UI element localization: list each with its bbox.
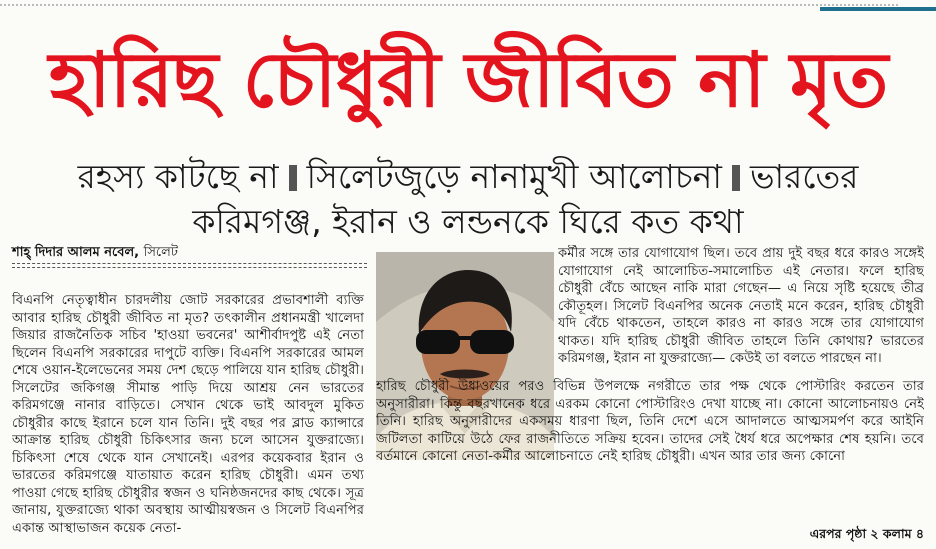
column-2-bottom-text: হারিছ চৌধুরী উধাওয়ের পরও বিভিন্ন উপলক্ষে নগরীতে তার পক্ষ থেকে পোস্টারিং করতেন তার অনুসারীরা। কিন্তু বছরখানেক ধরে এরকম কোনো পোস্টারিংও দেখা যাচ্ছে না। কোনো আলোচনায়ও নেই তিনি। হারিছ অনুসারীদের একসময় ধারণা ছিল, তিনি দেশে এসে আদালতে আত্মসমর্পণ করে আইনি জটিলতা কাটিয়ে উঠে ফের রাজনীতিতে সক্রিয় হবেন। তাদের সেই ধৈর্য ধরে অপেক্ষার শেষ হয়নি। তবে বর্তমানে কোনো নেতা-কর্মীর আলোচনাতে নেই হারিছ চৌধুরী। এখন আর তার জন্য কোনো (376, 379, 924, 464)
byline-rule (12, 263, 367, 264)
separator-bullet (732, 165, 740, 191)
byline-place: সিলেট (143, 245, 178, 260)
subhead-line-2: করিমগঞ্জ, ইরান ও লন্ডনকে ঘিরে কত কথা (192, 202, 744, 241)
subhead-part: রহস্য কাটছে না (77, 157, 279, 196)
byline-name: শাহ্‌ দিদার আলম নবেল, (12, 245, 140, 260)
article-column-1 (12, 292, 364, 542)
subhead-line-1 (0, 155, 936, 199)
top-rule (0, 0, 936, 14)
continuation-note[interactable]: এরপর পৃষ্ঠা ২ কলাম ৪ (804, 526, 924, 546)
article-column-2-top (558, 245, 924, 377)
subhead-part: ভারতের (749, 157, 859, 196)
column-2-top-text: কর্মীর সঙ্গে তার যোগাযোগ ছিল। তবে প্রায় দুই বছর ধরে কারও সঙ্গেই যোগাযোগ নেই আলোচিত-সমালোচিত এই নেতার। ফলে হারিছ চৌধুরী বেঁচে আছেন নাকি মারা গেছেন— এ নিয়ে সৃষ্টি হয়েছে তীব্র কৌতূহল। সিলেট বিএনপির অনেক নেতাই মনে করেন, হারিছ চৌধুরী যদি বেঁচে থাকতেন, তাহলে কারও না কারও সঙ্গে তার যোগাযোগ থাকত। যদি হারিছ চৌধুরী জীবিত তাহলে তিনি কোথায়? ভারতের করিমগঞ্জ, ইরান না যুক্তরাজ্যে— কেউই তা বলতে পারছেন না। (558, 246, 924, 366)
dotted-rule (0, 4, 900, 6)
column-1-text: বিএনপি নেতৃত্বাধীন চারদলীয় জোট সরকারের প্রভাবশালী ব্যক্তি আবার হারিছ চৌধুরী জীবিত না মৃত? তৎকালীন প্রধানমন্ত্রী খালেদা জিয়ার রাজনৈতিক সচিব 'হাওয়া ভবনের' আশীর্বাদপুষ্ট এই নেতা ছিলেন বিএনপি সরকারের দাপুটে ব্যক্তি। বিএনপি সরকারের আমল শেষে ওয়ান-ইলেভেনের সময় দেশ ছেড়ে পালিয়ে যান হারিছ চৌধুরী। সিলেটের জকিগঞ্জ সীমান্ত পাড়ি দিয়ে আশ্রয় নেন ভারতের করিমগঞ্জে নানার বাড়িতে। সেখান থেকে ভাই আবদুল মুকিত চৌধুরীর কাছে ইরানে চলে যান তিনি। দুই বছর পর ব্লাড ক্যান্সারে আক্রান্ত হারিছ চৌধুরী চিকিৎসার জন্য চলে আসেন যুক্তরাজ্যে। চিকিৎসা শেষে থেকে যান সেখানেই। এরপর কয়েকবার ইরান ও ভারতের করিমগঞ্জে যাতায়াত করেন হারিছ চৌধুরী। এমন তথ্য পাওয়া গেছে হারিছ চৌধুরীর স্বজন ও ঘনিষ্ঠজনদের কাছ থেকে। সূত্র জানায়, যুক্তরাজ্যে থাকা অবস্থায় আত্মীয়স্বজন ও সিলেট বিএনপির একান্ত আস্থাভাজন কয়েক নেতা- (12, 293, 364, 536)
article-column-2-bottom (376, 378, 924, 540)
byline (12, 243, 178, 264)
subhead-part: সিলেটজুড়ে নানামুখী আলোচনা (306, 157, 722, 196)
separator-bullet (289, 165, 297, 191)
byline-rule (12, 267, 367, 268)
accent-bar (820, 7, 936, 11)
headline: হারিছ চৌধুরী জীবিত না মৃত (48, 35, 888, 124)
